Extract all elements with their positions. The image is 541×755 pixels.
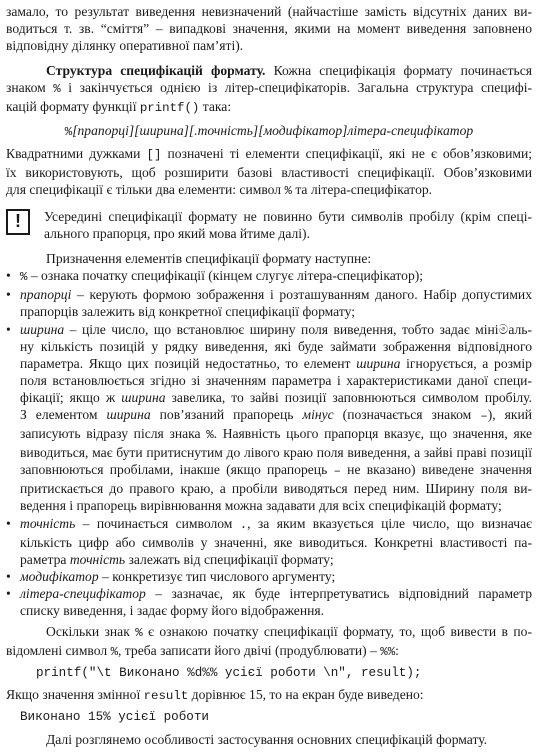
text-line: знаком % і закінчується однією із літер-специфікаторів. Загальна структура специфі- xyxy=(6,80,532,97)
document-page xyxy=(6,3,532,748)
structure-paragraph xyxy=(6,62,532,117)
purpose-intro: Призначення елементів специфікації формату наступне: xyxy=(46,251,372,267)
list-item: • ширина – ціле число, що встановлює ширину поля виведення, тобто задає мініමаль- ну кількість позицій у рядку виведення, які буде займати зображення відповідного параметра. Якщо цих позицій недостатньо, то елемент ширина ігнорується, а розмір поля встановлюється згідно зі значенням параметра і характеристиками даної специ- фікації; якщо ж ширина завелика, то зайві позиції заповнюються символом пробілу. З елементом ширина пов’язаний прапорець мінус (позначається знаком –), який записують відразу після знака %. Наявність цього прапорця вказує, що значення, яке виводиться, має бути притиснутим до лівого краю поля виведення, а зайві праві позиції заповнюються пробілами, інакше (якщо прапорець – не вказано) виведене значення притискається до правого краю, а пробіли виводяться перед ним. Ширину поля ви- ведення і прапорець вирівнювання можна задавати для всіх специфікацій формату; xyxy=(6,321,533,514)
intro-paragraph xyxy=(6,3,532,54)
text-line: кацій формату функції printf() така: xyxy=(6,99,232,116)
text-line: Структура специфікацій формату. Кожна специфікація формату починається xyxy=(46,63,532,79)
format-structure: %[прапорці][ширина][.точність][модифікатор]літера-специфікатор xyxy=(64,122,474,139)
percent-paragraph xyxy=(6,623,532,661)
code-example: printf("\t Виконано %d%% усієї роботи \n", result); xyxy=(36,666,422,681)
text-line: Квадратними дужками [] позначені ті елементи специфікації, які не є обов’язковими; xyxy=(6,145,532,162)
text-line: Усередині специфікації формату не повинно бути символів пробілу (крім спеці- xyxy=(44,208,532,224)
output-example: Виконано 15% усієї роботи xyxy=(20,710,209,725)
list-item: • літера-специфікатор – зазначає, як буде інтерпретуватись відповідний параметр списку виведення, і задає форму його відображення. xyxy=(6,585,532,618)
section-heading: Структура специфікацій формату. xyxy=(46,63,266,79)
text-line: відповідну ділянку оперативної пам’яті). xyxy=(6,38,244,54)
exclamation-icon: ! xyxy=(6,209,30,235)
list-item: • % – ознака початку специфікації (кінцем слугує літера-специфікатор); xyxy=(6,268,424,285)
result-paragraph: Якщо значення змінної result дорівнює 15, то на екран буде виведено: xyxy=(6,687,424,704)
text-line: для специфікації є тільки два елементи: символ % та літера-специфікатор. xyxy=(6,181,433,198)
text-line: замало, то результат виведення невизначений (найчастіше замість відсутніх даних ви- xyxy=(6,4,532,19)
closing-paragraph: Далі розглянемо особливості застосування основних специфікацій формату. xyxy=(46,731,488,747)
text-line: водиться т. зв. “сміття” – випадкові значення, якими на момент виведення заповнено xyxy=(6,21,532,37)
text-line: відомлені символ %, треба записати його двічі (продублювати) – %%: xyxy=(6,643,399,660)
text-line: Оскільки знак % є ознакою початку специфікації формату, то, щоб вивести в по- xyxy=(46,624,532,641)
text-line: ального прапорця, про який мова йтиме далі). xyxy=(44,226,310,242)
brackets-paragraph xyxy=(6,145,532,200)
list-item: • точність – починається символом ., за яким вказується ціле число, що визначає кількість цифр або символів у значенні, яке виводиться. Конкретні властивості па- раметра точність залежать від специфікації формату; xyxy=(6,515,532,567)
warning-note xyxy=(6,208,532,242)
list-item: • прапорці – керують формою зображення і розташуванням даного. Набір допустимих прапорців залежить від конкретної специфікації формату; xyxy=(6,287,532,320)
element-list xyxy=(6,267,532,619)
list-item: • модифікатор – конкретизує тип числового аргументу; xyxy=(6,568,336,584)
text-line: їх використовують, щоб розширити базові властивості специфікації. Обов’язковими xyxy=(6,164,532,180)
